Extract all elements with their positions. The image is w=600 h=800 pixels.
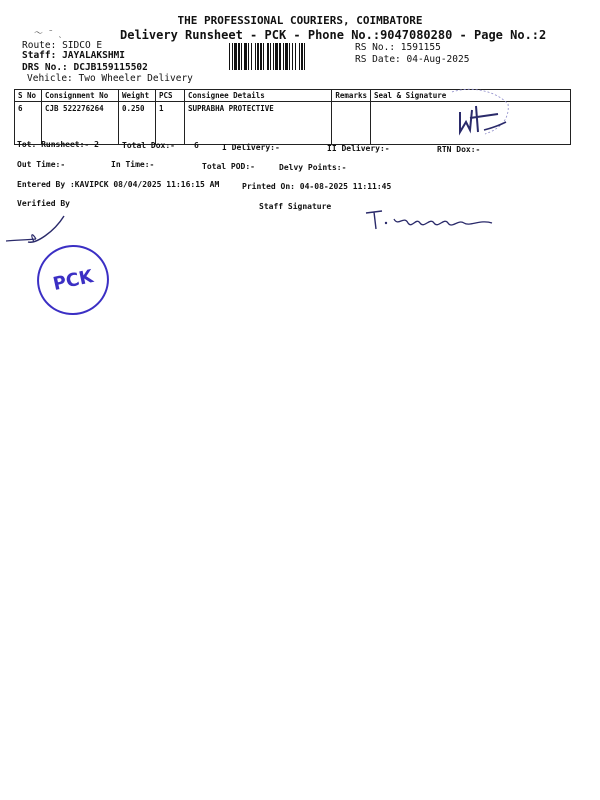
barcode bbox=[229, 43, 352, 70]
rs-date-line bbox=[355, 54, 469, 65]
in-time: In Time:- bbox=[111, 160, 155, 169]
ii-delivery: II Delivery:- bbox=[327, 144, 390, 153]
company-title: THE PROFESSIONAL COURIERS, COIMBATORE bbox=[177, 14, 423, 27]
total-dox-value: 6 bbox=[194, 141, 199, 150]
cell-remarks bbox=[332, 102, 371, 145]
i-delivery: I Delivery:- bbox=[222, 143, 280, 152]
receiver-seal-signature bbox=[440, 84, 520, 144]
drs-label: DRS No.: bbox=[22, 62, 68, 73]
rs-date-label: RS Date: bbox=[355, 54, 401, 65]
staff-value: JAYALAKSHMI bbox=[62, 50, 125, 61]
rs-no-label: RS No.: bbox=[355, 42, 396, 53]
vehicle-label: Vehicle: bbox=[27, 73, 73, 84]
printed-on: Printed On: 04-08-2025 11:11:45 bbox=[242, 182, 392, 191]
rs-no-line bbox=[355, 42, 441, 53]
delvy-points: Delvy Points:- bbox=[279, 163, 347, 172]
total-pod: Total POD:- bbox=[202, 162, 255, 171]
route-value: SIDCO E bbox=[62, 40, 103, 51]
vehicle-line bbox=[27, 73, 193, 84]
total-dox-label: Total Dox:- bbox=[122, 141, 175, 150]
rs-date-value: 04-Aug-2025 bbox=[406, 54, 470, 65]
cell-weight: 0.250 bbox=[119, 102, 156, 145]
route-label: Route: bbox=[22, 40, 57, 51]
vehicle-value: Two Wheeler Delivery bbox=[78, 73, 193, 84]
staff-signature bbox=[360, 205, 500, 235]
staff-signature-label: Staff Signature bbox=[259, 202, 332, 211]
rtn-dox: RTN Dox:- bbox=[437, 145, 481, 154]
cell-consignee: SUPRABHA PROTECTIVE bbox=[185, 102, 332, 145]
verified-by: Verified By bbox=[17, 199, 70, 208]
col-pcs: PCS bbox=[156, 90, 185, 102]
col-remarks: Remarks bbox=[332, 90, 371, 102]
drs-line bbox=[22, 62, 148, 73]
col-consignment-no: Consignment No bbox=[42, 90, 119, 102]
out-time: Out Time:- bbox=[17, 160, 66, 169]
handwritten-mark: ～ ˉ ˎ bbox=[34, 28, 64, 38]
runsheet-subtitle: Delivery Runsheet - PCK - Phone No.:9047080280 - Page No.:2 bbox=[120, 28, 547, 42]
cell-consignment-no: CJB 522276264 bbox=[42, 102, 119, 145]
cell-pcs: 1 bbox=[156, 102, 185, 145]
drs-value: DCJB159115502 bbox=[73, 62, 148, 73]
pck-stamp: PCK bbox=[31, 238, 116, 321]
col-seal-signature: Seal & Signature bbox=[371, 90, 571, 102]
col-s-no: S No bbox=[15, 90, 42, 102]
col-weight: Weight bbox=[119, 90, 156, 102]
verifier-signature bbox=[6, 212, 76, 248]
staff-label: Staff: bbox=[22, 50, 57, 61]
col-consignee-details: Consignee Details bbox=[185, 90, 332, 102]
cell-s-no: 6 bbox=[15, 102, 42, 145]
entered-by: Entered By :KAVIPCK 08/04/2025 11:16:15 AM bbox=[17, 180, 220, 189]
rs-no-value: 1591155 bbox=[400, 42, 441, 53]
staff-line bbox=[22, 50, 125, 61]
tot-runsheet: Tot. Runsheet:- 2 bbox=[17, 140, 99, 149]
